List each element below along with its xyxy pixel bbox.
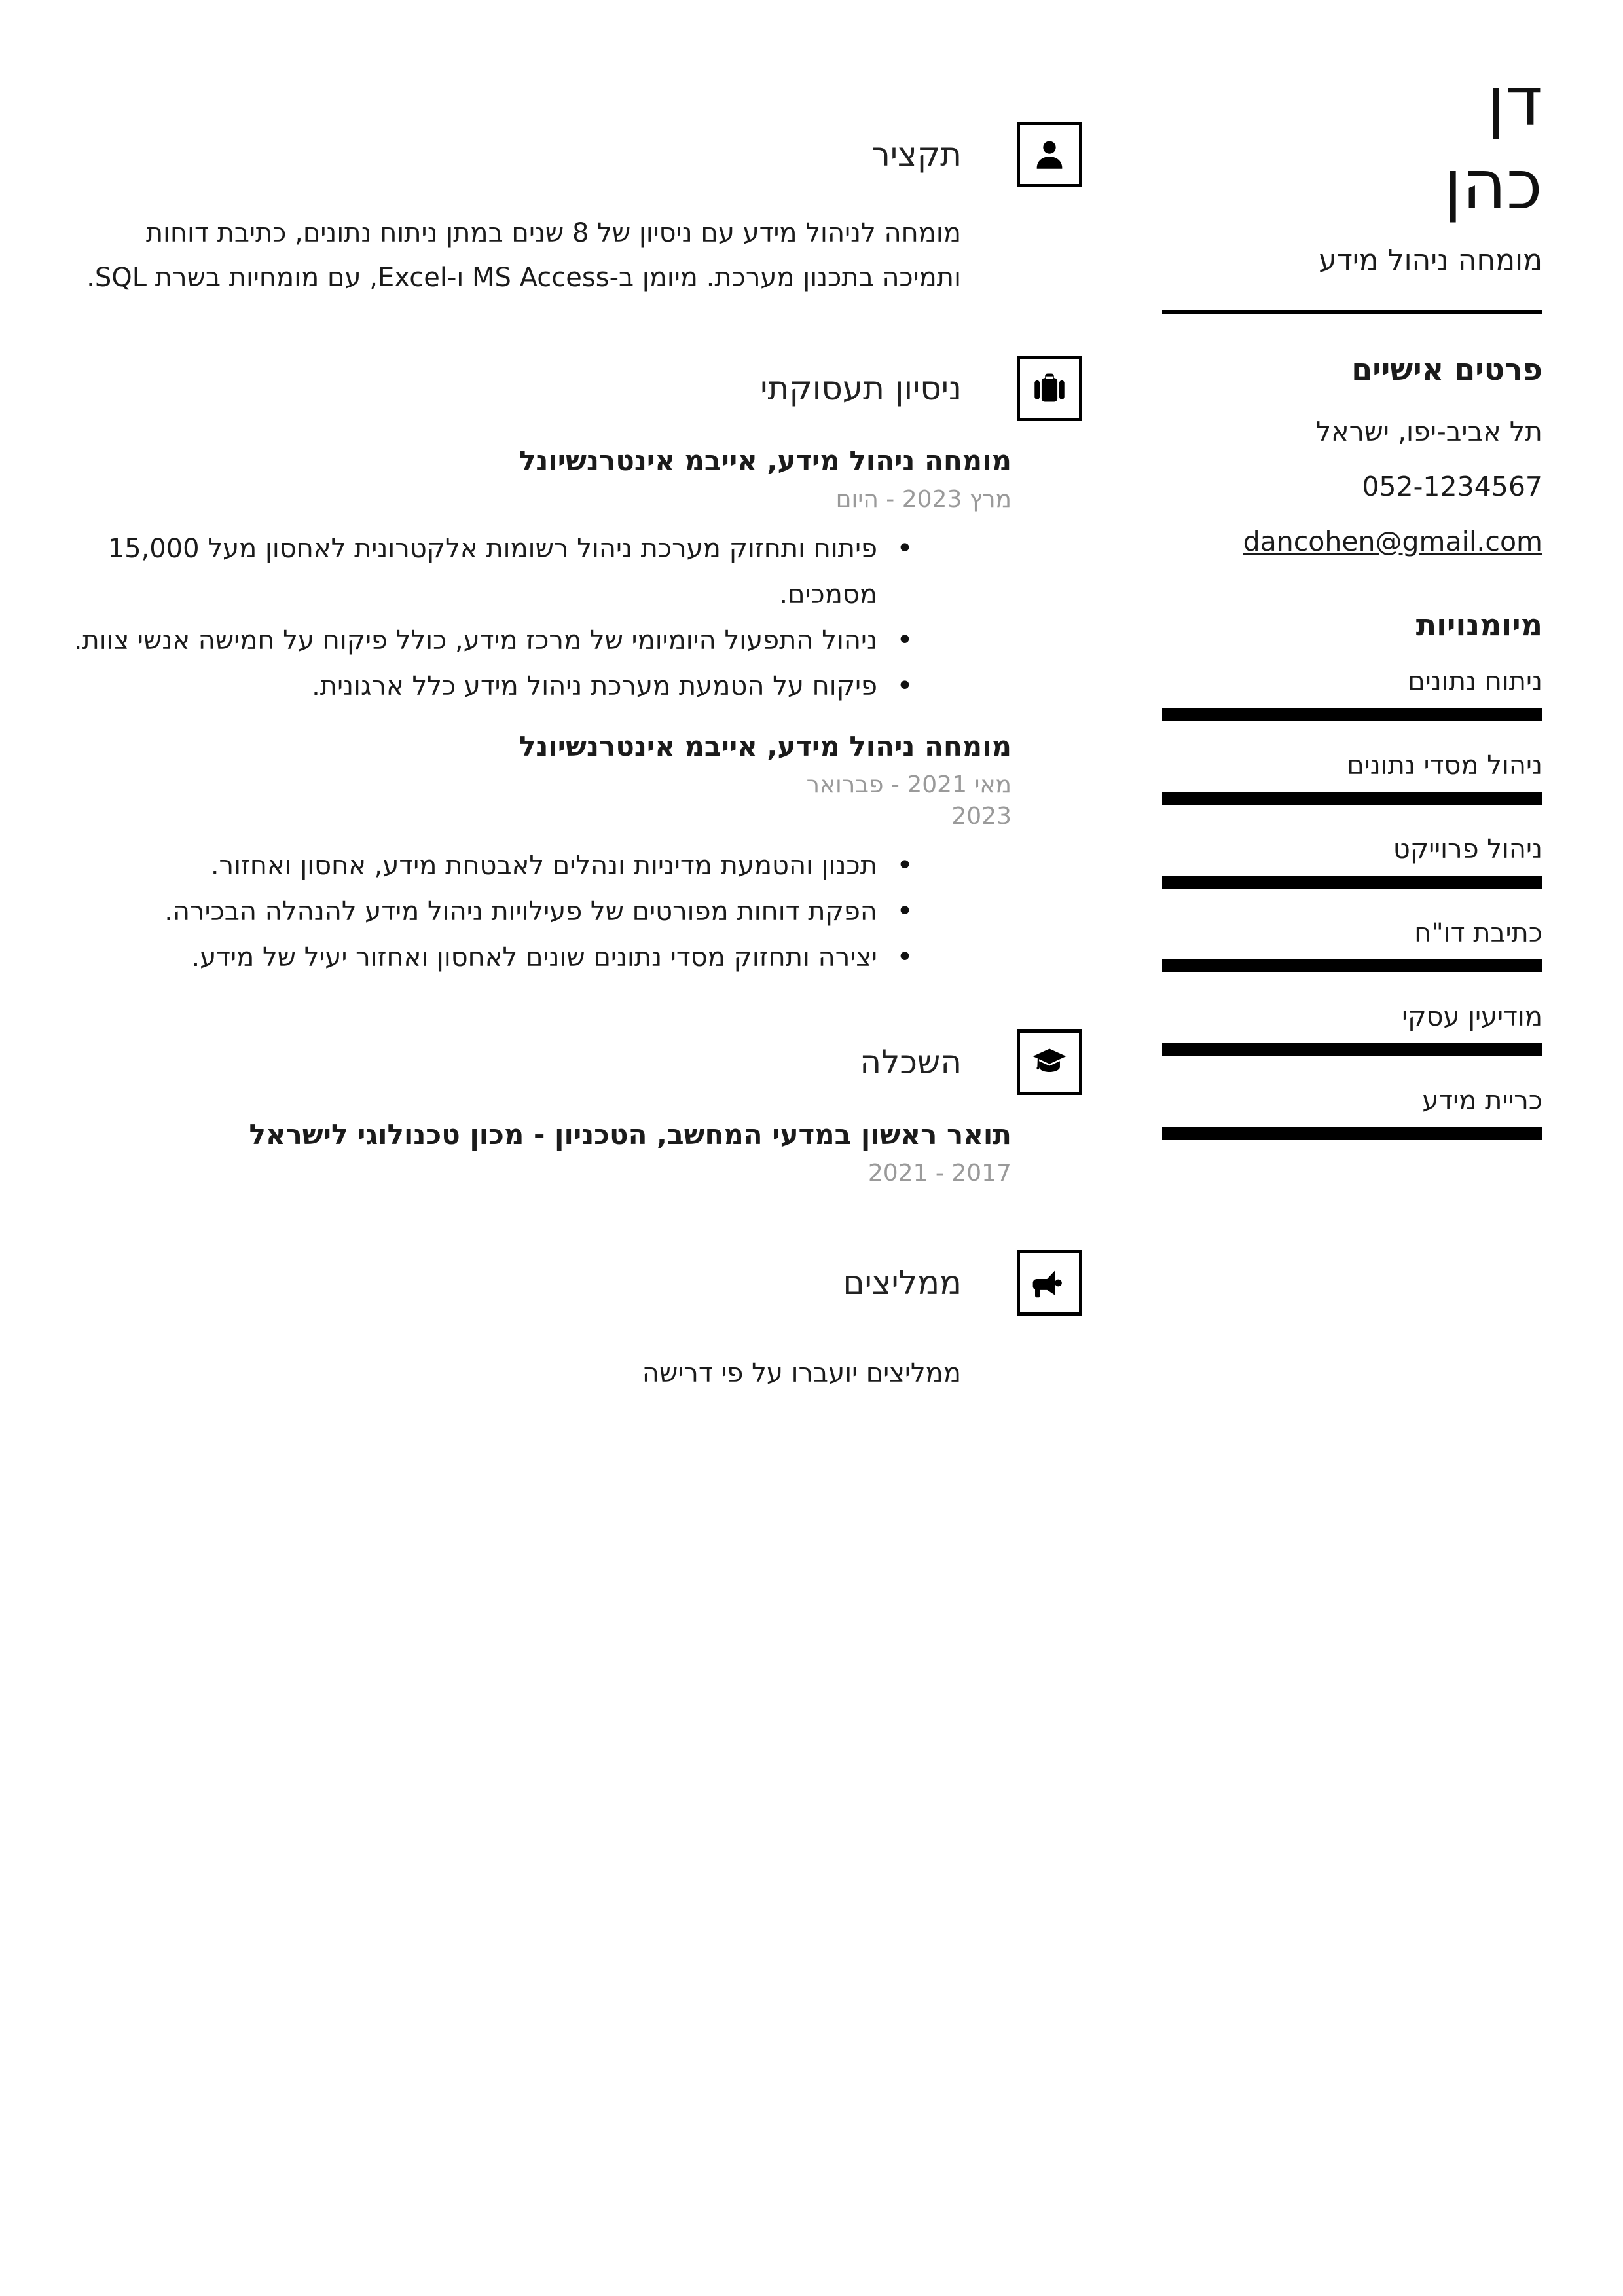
person-headline: מומחה ניהול מידע — [1319, 243, 1542, 277]
skill-item — [1162, 665, 1542, 721]
degree-dates: 2017 - 2021 — [867, 1160, 1012, 1187]
person-last-name: כהן — [1443, 144, 1542, 225]
personal-details-list — [1162, 404, 1542, 569]
phone-text: 052-1234567 — [1362, 470, 1542, 502]
skill-bar — [1162, 1127, 1542, 1140]
location-text: תל אביב-יפו, ישראל — [1315, 415, 1542, 447]
personal-details-heading: פרטים אישיים — [1351, 351, 1542, 387]
skill-label: ניתוח נתונים — [1408, 666, 1542, 697]
briefcase-icon — [1017, 356, 1082, 421]
skill-label: כתיבת דו"ח — [1414, 917, 1542, 948]
person-icon — [1017, 122, 1082, 187]
email-link[interactable]: dancohen@gmail.com — [1243, 525, 1542, 557]
job-title: מומחה ניהול מידע, אייבמ אינטרנשיונל — [519, 445, 1012, 477]
experience-entry — [65, 728, 1012, 980]
job-dates: מרץ 2023 - היום — [835, 486, 1012, 513]
references-section-header — [65, 1236, 1082, 1329]
skill-label: ניהול פרוייקט — [1393, 834, 1542, 864]
education-entry — [65, 1116, 1012, 1189]
person-name — [1162, 60, 1542, 227]
job-bullet-list — [65, 526, 1012, 709]
sidebar — [1162, 0, 1542, 1168]
skills-list — [1162, 665, 1542, 1140]
person-first-name: דן — [1486, 62, 1542, 141]
skill-item — [1162, 1084, 1542, 1140]
skill-item — [1162, 749, 1542, 805]
main-content — [65, 0, 1082, 1396]
summary-text: מומחה לניהול מידע עם ניסיון של 8 שנים במתן ניתוח נתונים, כתיבת דוחות ותמיכה בתכנון מערכת. מיומן ב-MS Access ו-Excel, עם מומחיות בשרת SQL. — [86, 218, 961, 293]
graduation-cap-icon — [1017, 1029, 1082, 1095]
skill-label: כריית מידע — [1422, 1085, 1542, 1116]
job-bullet: • פיתוח ותחזוק מערכת ניהול רשומות אלקטרונית לאחסון מעל 15,000 מסמכים. — [65, 526, 1012, 618]
summary-section-header — [65, 108, 1082, 200]
skill-label: מודיעין עסקי — [1402, 1001, 1542, 1032]
experience-section-header — [65, 342, 1082, 434]
job-dates: מאי 2021 - פברואר 2023 — [806, 771, 1012, 830]
education-section-header — [65, 1016, 1082, 1108]
job-bullet: • יצירה ותחזוק מסדי נתונים שונים לאחסון ואחזור יעיל של מידע. — [65, 935, 1012, 980]
experience-heading: ניסיון תעסוקתי — [760, 369, 962, 407]
skill-bar — [1162, 708, 1542, 721]
references-text: ממליצים יועברו על פי דרישה — [642, 1358, 961, 1388]
summary-heading: תקציר — [871, 135, 962, 174]
sidebar-divider — [1162, 310, 1542, 314]
megaphone-icon — [1017, 1250, 1082, 1316]
job-bullet-list — [65, 843, 1012, 980]
skill-bar — [1162, 792, 1542, 805]
job-bullet: • הפקת דוחות מפורטים של פעילויות ניהול מידע להנהלה הבכירה. — [65, 889, 1012, 935]
skill-bar — [1162, 1043, 1542, 1056]
job-title: מומחה ניהול מידע, אייבמ אינטרנשיונל — [519, 730, 1012, 762]
skill-bar — [1162, 876, 1542, 889]
skill-bar — [1162, 959, 1542, 972]
education-heading: השכלה — [860, 1043, 962, 1081]
skill-item — [1162, 916, 1542, 972]
job-bullet: • תכנון והטמעת מדיניות ונהלים לאבטחת מידע, אחסון ואחזור. — [65, 843, 1012, 889]
skill-label: ניהול מסדי נתונים — [1347, 750, 1542, 781]
skills-heading: מיומנויות — [1415, 606, 1542, 642]
skill-item — [1162, 832, 1542, 889]
job-bullet: • פיקוח על הטמעת מערכת ניהול מידע כלל ארגונית. — [65, 663, 1012, 709]
references-heading: ממליצים — [843, 1263, 962, 1302]
experience-entry — [65, 442, 1012, 709]
job-bullet: • ניהול התפעול היומיומי של מרכז מידע, כולל פיקוח על חמישה אנשי צוות. — [65, 618, 1012, 663]
degree-title: תואר ראשון במדעי המחשב, הטכניון - מכון טכנולוגי לישראל — [249, 1119, 1012, 1151]
skill-item — [1162, 1000, 1542, 1056]
